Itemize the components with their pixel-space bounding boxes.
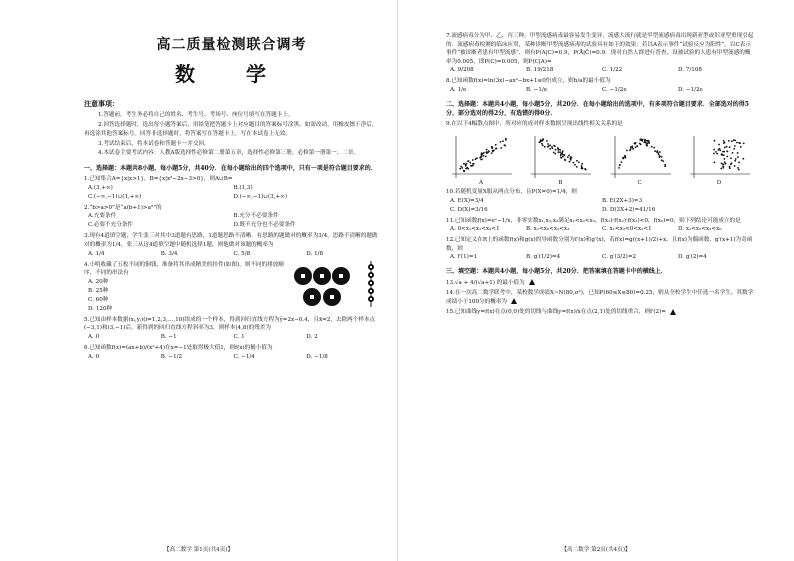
question-3: 3.现有4道填空题，学生张三对其中3道题有思路，1道题思路不清晰．有思路的题做对的概率为3/4，思路不清晰的题做对的概率为1/4，张三从这4道填空题中随机选择1题，则他做对该题的概率为	[84, 233, 378, 248]
coins-illustration	[291, 265, 353, 309]
scatter-point	[648, 142, 650, 144]
question-6: 6.已知函数f(x)=(ax+b)/(x²+4)在x=−1处取得极大值1，则f(x)的极小值为	[84, 344, 273, 351]
option: B. −1/2	[160, 353, 183, 360]
option: C. g′(3/2)=2	[602, 254, 637, 261]
scatter-point	[459, 168, 461, 170]
scatter-point	[485, 156, 487, 158]
option: A.(3,+∞)	[88, 184, 113, 191]
scatter-point	[640, 138, 642, 140]
question-2: 2.“b>a>0”是“a(b+1)>a²”的	[84, 204, 162, 211]
scatter-point	[543, 139, 545, 141]
scatter-point	[618, 167, 620, 169]
question-2-options	[84, 212, 379, 230]
scatter-point	[719, 148, 721, 150]
question-4-block	[84, 259, 379, 314]
scatter-point	[643, 141, 645, 143]
note-3: 3.考试结束后，将本试卷和答题卡一并交回。	[98, 140, 210, 147]
option: B. 19/218	[526, 67, 554, 74]
scatter-point	[743, 142, 745, 144]
notes-title: 注意事项：	[84, 99, 119, 108]
scatter-point	[470, 165, 472, 167]
option: B. x₁<x₀<x₂<x₃	[526, 226, 570, 233]
option: D. −1/8	[306, 353, 328, 360]
option: B.充分不必要条件	[233, 213, 279, 220]
scatter-c-plot	[605, 132, 675, 180]
option: D. D(3X+2)=41/16	[602, 206, 656, 213]
question-13	[446, 279, 754, 288]
scatter-point	[557, 147, 559, 149]
scatter-point	[568, 154, 570, 156]
question-6-options	[84, 353, 379, 362]
scatter-point	[550, 148, 552, 150]
scatter-point	[475, 158, 477, 160]
scatter-point	[718, 144, 720, 146]
scatter-point	[639, 143, 641, 145]
option: D. −1/2e	[678, 86, 703, 93]
question-7-options	[446, 66, 754, 75]
scatter-point	[653, 147, 655, 149]
question-1-options	[84, 184, 379, 202]
scatter-point	[502, 140, 504, 142]
scatter-point	[576, 166, 578, 168]
scatter-point	[737, 152, 739, 154]
question-14-text: 14.在一次高二数学联考中，某校数学成绩X~N(80,σ²)，已知P(60≤X≤80)=0.25，则从全校学生中任选一名学生，其数学成绩小于100分的概率为	[446, 290, 754, 305]
scatter-point	[662, 160, 664, 162]
scatter-point	[738, 161, 740, 163]
scatter-point	[576, 160, 578, 162]
option: D. x₁<x₂<x₃<x₀	[678, 226, 722, 233]
option: C.(−∞,−1)∪(1,+∞)	[88, 193, 142, 200]
scatter-point	[582, 163, 584, 165]
scatter-point	[742, 158, 744, 160]
scatter-point	[716, 153, 718, 155]
scatter-point	[504, 144, 506, 146]
section-1-heading: 一、选择题：本题共8小题，每小题5分，共40分．在每小题给出的四个选项中，只有一项是符合题目要求的．	[84, 164, 377, 172]
scatter-point	[734, 139, 736, 141]
option: D. 120种	[88, 305, 113, 312]
scatter-point	[486, 149, 488, 151]
option: B. 25种	[88, 287, 109, 294]
scatter-point	[493, 149, 495, 151]
scatter-point	[720, 168, 722, 170]
scatter-point	[463, 170, 465, 172]
scatter-point	[578, 161, 580, 163]
scatter-point	[730, 157, 732, 159]
scatter-point	[650, 146, 652, 148]
scatter-point	[573, 162, 575, 164]
scatter-point	[495, 144, 497, 146]
scatter-b-plot	[525, 132, 595, 180]
scatter-point	[722, 163, 724, 165]
scatter-point	[481, 155, 483, 157]
option: D.(−∞,−1)∪(3,+∞)	[233, 193, 288, 200]
scatter-point	[734, 145, 736, 147]
scatter-d-plot	[684, 132, 754, 180]
scatter-label: B	[558, 179, 563, 186]
option: C. −1/2e	[602, 86, 627, 93]
scatter-point	[734, 160, 736, 162]
option: C. 1/22	[602, 67, 623, 74]
scatter-point	[629, 148, 631, 150]
scatter-point	[460, 166, 462, 168]
scatter-point	[664, 165, 666, 167]
scatter-point	[738, 142, 740, 144]
option: B.(1,3)	[233, 184, 253, 191]
scatter-point	[725, 163, 727, 165]
scatter-point	[563, 154, 565, 156]
question-5: 5.已知由样本数据(xᵢ,yᵢ)(i=1,2,3,…,10)组成的一个样本，得到回归直线方程为ŷ=2x−0.4，且x̄=2，去除两个样本点(−3,1)和(3,−1)后，新得到的回归直线方程斜率为3，则样本(4,8)的残差为	[84, 316, 376, 332]
scatter-point	[630, 146, 632, 148]
answer-blank-icon	[670, 309, 676, 315]
scatter-b	[525, 132, 595, 186]
scatter-point	[542, 144, 544, 146]
scatter-label: D	[716, 179, 722, 186]
scatter-point	[641, 139, 643, 141]
option: A. 1/4	[88, 250, 105, 257]
scatter-point	[728, 140, 730, 142]
scatter-point	[632, 148, 634, 150]
scatter-point	[554, 145, 556, 147]
question-3-options	[84, 250, 379, 259]
scatter-point	[636, 145, 638, 147]
scatter-point	[560, 153, 562, 155]
scatter-point	[624, 155, 626, 157]
option: A. 0	[88, 333, 100, 340]
page-footer: 【高二数学 第2页(共4页)】	[561, 547, 631, 553]
question-8-options	[446, 86, 754, 95]
scatter-a	[446, 132, 516, 186]
scatter-point	[571, 157, 573, 159]
scatter-point	[732, 152, 734, 154]
option: A. 1/e	[450, 86, 467, 93]
scatter-point	[659, 151, 661, 153]
scatter-point	[736, 142, 738, 144]
scatter-point	[657, 152, 659, 154]
scatter-c	[605, 132, 675, 186]
answer-blank-icon	[511, 298, 517, 304]
scatter-point	[646, 140, 648, 142]
scatter-point	[645, 144, 647, 146]
option: D. g′(2)=4	[678, 254, 707, 261]
scatter-point	[737, 167, 739, 169]
option: B. −1/e	[526, 86, 548, 93]
scatter-point	[660, 159, 662, 161]
scatter-point	[461, 167, 463, 169]
scatter-point	[729, 166, 731, 168]
scatter-point	[500, 147, 502, 149]
scatter-point	[658, 155, 660, 157]
scatter-point	[715, 151, 717, 153]
scatter-point	[541, 143, 543, 145]
option: C. 1	[233, 333, 245, 340]
option: B. −1	[160, 333, 177, 340]
scatter-point	[713, 149, 715, 151]
scatter-point	[726, 156, 728, 158]
scatter-point	[721, 154, 723, 156]
question-8: 8.已知函数f(x)=ln(3x)−ax²−bx+1≤0恒成立，则b/a的最小值为	[446, 78, 611, 85]
question-12: 12.已知定义在R上的函数f(x)和g(x)的导函数分别为f′(x)和g′(x)，若f(x)=g((x+1)/2)+x，且f(x)为偶函数，g′(x+1)为奇函数，则	[446, 237, 753, 252]
question-12-options	[446, 253, 754, 262]
hanging-ornament-illustration	[363, 261, 379, 307]
scatter-point	[500, 141, 502, 143]
exam-title: 高二质量检测联合调考	[156, 37, 307, 53]
scatter-point	[555, 153, 557, 155]
scatter-point	[737, 156, 739, 158]
scatter-axes	[690, 136, 750, 178]
scatter-point	[569, 161, 571, 163]
scatter-point	[735, 158, 737, 160]
scatter-label: A	[478, 179, 484, 186]
scatter-point	[465, 165, 467, 167]
scatter-point	[713, 153, 715, 155]
scatter-point	[472, 159, 474, 161]
option: D.既不充分也不必要条件	[233, 222, 296, 229]
scatter-point	[472, 165, 474, 167]
scatter-point	[547, 143, 549, 145]
question-9: 9.在以下4幅散点图中，所对应的成对样本数据呈现出线性相关关系的是	[446, 121, 623, 128]
scatter-d	[684, 132, 754, 186]
option: D. 2	[306, 333, 318, 340]
page-2	[397, 0, 794, 561]
option: A. 0<x₁<x₂<x₃<1	[450, 226, 500, 233]
question-7: 7.流感病毒分为甲、乙、丙三种，甲型流感病毒最容易发生变异，流感大流行就是甲型流感病毒出现新亚型或旧亚型重现引起的．流感病毒检测的临床应用，某种诊断甲型流感病毒的试验具有如下的效果：若以A表示事件“试验反应为阳性”，以C表示事件“被诊断者患有甲型流感”，则有P(A|C)=0.9，P(Ā|C̄)=0.9．现对自然人群进行普查，设被试验的人患有甲型流感的概率为0.005，即P(C)=0.005，则P(C|A)=	[446, 33, 754, 65]
scatter-point	[546, 140, 548, 142]
option: B. E(2X+3)=3	[602, 197, 643, 204]
question-10-options	[446, 197, 754, 215]
scatter-point	[551, 146, 553, 148]
scatter-point	[560, 149, 562, 151]
option: A. 20种	[88, 278, 109, 285]
option: A.充要条件	[88, 213, 117, 220]
page-footer: 【高二数学 第1页(共4页)】	[163, 547, 234, 553]
scatter-point	[723, 151, 725, 153]
scatter-point	[540, 139, 542, 141]
option: A. 0	[88, 353, 100, 360]
question-11-options	[446, 225, 754, 234]
option: A. f′(1)=1	[450, 254, 478, 261]
scatter-point	[467, 160, 469, 162]
option: B. g′(1/2)=4	[526, 254, 561, 261]
scatter-point	[574, 164, 576, 166]
question-11: 11.已知函数f(x)=eˣ−1/x，非零实数x₁,x₂,x₃满足x₁<x₂<x₃，f(x₁)·f(x₂)·f(x₃)<0，f(x₀)=0，则下列结论可能成立的是	[446, 217, 741, 224]
scatter-point	[463, 163, 465, 165]
note-1: 1.答题前，考生务必将自己的姓名、考生号、考场号、座位号填写在答题卡上。	[98, 112, 294, 118]
scatter-point	[585, 168, 587, 170]
scatter-point	[555, 149, 557, 151]
scatter-point	[469, 162, 471, 164]
scatter-point	[733, 148, 735, 150]
scatter-point	[620, 161, 622, 163]
scatter-point	[561, 157, 563, 159]
scatter-point	[634, 146, 636, 148]
scatter-point	[558, 149, 560, 151]
scatter-a-plot	[446, 132, 516, 180]
scatter-point	[581, 166, 583, 168]
scatter-point	[724, 147, 726, 149]
question-4: 4.小明收藏了五枚不同的铜钱，准备将其串成精美的挂件(如图)，则不同的排放顺序，不同的串法有	[84, 261, 284, 277]
scatter-point	[644, 139, 646, 141]
scatter-point	[723, 142, 725, 144]
scatter-point	[547, 146, 549, 148]
scatter-point	[634, 143, 636, 145]
scatter-point	[654, 150, 656, 152]
option: D. 7/108	[678, 67, 702, 74]
question-1: 1.已知集合A={x|x>1}，B={x|x²−2x−3>0}，则A∪B=	[84, 176, 233, 183]
question-4-options	[84, 278, 291, 314]
scatter-point	[723, 140, 725, 142]
scatter-point	[626, 150, 628, 152]
scatter-label: C	[637, 179, 642, 186]
scatter-point	[726, 150, 728, 152]
scatter-point	[505, 139, 507, 141]
scatter-point	[729, 146, 731, 148]
question-13-text: 13.√a + 4/(√a+1) 的最小值为	[446, 279, 525, 286]
option: D. 1/8	[306, 250, 324, 257]
answer-blank-icon	[529, 279, 535, 285]
scatter-point	[481, 152, 483, 154]
scatter-point	[465, 168, 467, 170]
option: C.必要不充分条件	[88, 222, 134, 229]
scatter-point	[558, 151, 560, 153]
scatter-point	[487, 151, 489, 153]
section-2-heading: 二、选择题：本题共4小题，每小题5分，共20分．在每小题给出的选项中，有多项符合题目要求．全部选对的得5分，部分选对的得2分，有选错的得0分．	[446, 100, 749, 118]
scatter-point	[565, 159, 567, 161]
scatter-point	[544, 146, 546, 148]
option: A. 9/208	[450, 67, 474, 74]
scatter-point	[729, 167, 731, 169]
scatter-point	[567, 156, 569, 158]
section-3-heading: 三、填空题：本题共4小题，每小题5分，共20分．把答案填在答题卡中的横线上．	[446, 268, 667, 276]
option: B. 3/4	[160, 250, 178, 257]
option: C. 60种	[88, 296, 109, 303]
scatter-point	[713, 140, 715, 142]
scatter-point	[562, 156, 564, 158]
scatter-point	[553, 151, 555, 153]
scatter-point	[466, 163, 468, 165]
question-14	[446, 289, 754, 306]
scatter-point	[726, 146, 728, 148]
scatter-point	[723, 158, 725, 160]
scatter-point	[562, 152, 564, 154]
scatter-point	[495, 148, 497, 150]
question-15-text: 15.已知曲线y=f(x)在点(0,0)处的切线与曲线y=f(x)/x在点(2,1)处的切线重合，则f′(2)=	[446, 309, 666, 316]
question-10: 10.若随机变量X服从两点分布，且P(X=0)=1/4，则	[446, 188, 577, 195]
scatter-point	[740, 146, 742, 148]
note-4: 4.本试卷主要考试内容：人教A版选择性必修第二册第五章，选择性必修第三册，必修第一册第一、二章。	[98, 150, 360, 157]
note-2: 2.回答选择题时，选出每小题答案后，用铅笔把答题卡上对应题目的答案标号涂黑。如需改动，用橡皮擦干净后，再选涂其他答案标号。回答非选择题时，将答案写在答题卡上。写在本试卷上无效。	[84, 121, 378, 138]
scatter-point	[485, 151, 487, 153]
option: C. D(X)=3/16	[450, 206, 488, 213]
scatter-point	[472, 163, 474, 165]
scatter-point	[730, 163, 732, 165]
scatter-point	[622, 158, 624, 160]
scatter-point	[483, 155, 485, 157]
scatter-point	[722, 167, 724, 169]
scatter-plots	[446, 132, 754, 186]
scatter-point	[550, 144, 552, 146]
scatter-point	[618, 164, 620, 166]
scatter-point	[491, 152, 493, 154]
option: C. 5/8	[233, 250, 251, 257]
question-5-options	[84, 333, 379, 342]
scatter-point	[719, 149, 721, 151]
scatter-point	[660, 156, 662, 158]
option: C. x₁<x₂<0<x₃<1	[602, 226, 652, 233]
option: A. E(X)=3/4	[450, 197, 484, 204]
scatter-point	[713, 161, 715, 163]
scatter-point	[560, 151, 562, 153]
subject-title: 数 学	[175, 62, 288, 86]
scatter-point	[731, 140, 733, 142]
scatter-point	[738, 169, 740, 171]
scatter-point	[491, 147, 493, 149]
scatter-point	[734, 165, 736, 167]
option: C. −1/4	[233, 353, 255, 360]
scatter-point	[481, 158, 483, 160]
question-15	[446, 308, 754, 317]
